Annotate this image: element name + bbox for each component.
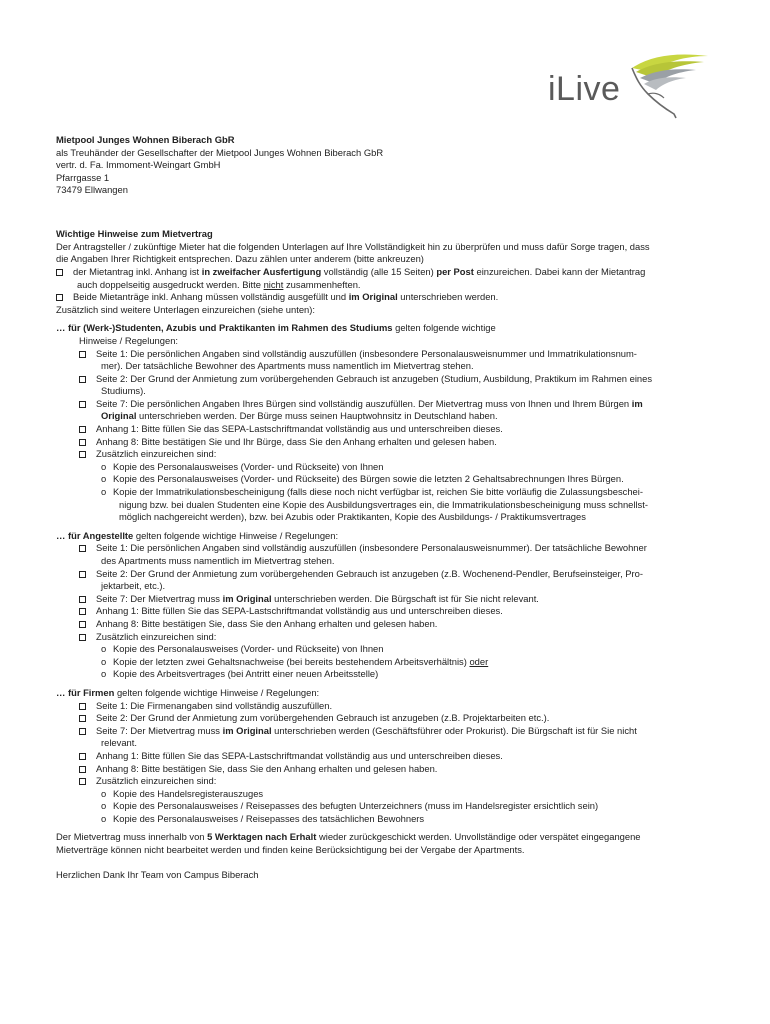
letter-body: [56, 134, 716, 882]
bird-logo-icon: [630, 48, 710, 124]
companies-heading: … für Firmen gelten folgende wichtige Hinweise / Regelungen:: [56, 686, 320, 698]
students-heading: … für (Werk-)Studenten, Azubis und Praktikanten im Rahmen des Studiums gelten folgende wichtige: [56, 322, 496, 334]
list-item: o Kopie der Immatrikulationsbescheinigung (falls diese noch nicht verfügbar ist, reichen Sie bitte vorläufig die Zulassungsbeschei-: [101, 486, 643, 498]
checkbox-item-cont: mer). Der tatsächliche Bewohner des Apartments muss namentlich im Mietvertrag stehen.: [101, 360, 474, 372]
checkbox[interactable]: [79, 545, 86, 552]
checkbox[interactable]: [79, 715, 86, 722]
checkbox[interactable]: [79, 439, 86, 446]
checkbox[interactable]: [79, 728, 86, 735]
ilive-logo: [548, 48, 708, 128]
intro-text: die Angaben Ihrer Richtigkeit entsprechen. Dazu zählen unter anderem (bitte ankreuzen): [56, 253, 424, 265]
checkbox-item: Anhang 8: Bitte bestätigen Sie, dass Sie den Anhang erhalten und gelesen haben.: [56, 618, 716, 631]
checkbox[interactable]: [79, 608, 86, 615]
checkbox-item: Zusätzlich einzureichen sind:: [56, 775, 716, 788]
list-item: o Kopie der letzten zwei Gehaltsnachweise (bei bereits bestehendem Arbeitsverhältnis) oder: [101, 655, 489, 667]
checkbox-item-cont: Studiums).: [101, 385, 146, 397]
checkbox-item-cont: relevant.: [101, 737, 137, 749]
list-item: o Kopie des Personalausweises (Vorder- und Rückseite) von Ihnen: [101, 643, 384, 655]
checkbox-item: der Mietantrag inkl. Anhang ist in zweifacher Ausfertigung vollständig (alle 15 Seiten) per Post einzureichen. Dabei kann der Mietantrag: [56, 266, 716, 279]
checkbox-item: Anhang 8: Bitte bestätigen Sie und Ihr Bürge, dass Sie den Anhang erhalten und gelesen haben.: [56, 436, 716, 449]
checkbox-item: Anhang 1: Bitte füllen Sie das SEPA-Lastschriftmandat vollständig aus und unterschreiben dieses.: [56, 750, 716, 763]
section-title: Wichtige Hinweise zum Mietvertrag: [56, 228, 213, 240]
recipient-line2: vertr. d. Fa. Immoment-Weingart GmbH: [56, 159, 221, 171]
checkbox-item-cont: auch doppelseitig ausgedruckt werden. Bitte nicht zusammenheften.: [77, 278, 361, 290]
students-subheading: Hinweise / Regelungen:: [79, 334, 179, 346]
list-item: o Kopie des Personalausweises (Vorder- und Rückseite) des Bürgen sowie die letzten 2 Gehaltsabrechnungen Ihres Bürgen.: [101, 473, 624, 485]
checkbox[interactable]: [79, 778, 86, 785]
recipient-street: Pfarrgasse 1: [56, 171, 110, 183]
recipient-city: 73479 Ellwangen: [56, 184, 128, 196]
recipient-name: Mietpool Junges Wohnen Biberach GbR: [56, 134, 235, 145]
logo-text: iLive: [548, 70, 621, 108]
checkbox-item: Seite 1: Die Firmenangaben sind vollständig auszufüllen.: [56, 700, 716, 713]
closing-thanks: Herzlichen Dank Ihr Team von Campus Biberach: [56, 869, 259, 881]
recipient-line1: als Treuhänder der Gesellschafter der Mietpool Junges Wohnen Biberach GbR: [56, 146, 384, 158]
checkbox[interactable]: [79, 766, 86, 773]
list-item: o Kopie des Arbeitsvertrages (bei Antritt einer neuen Arbeitsstelle): [101, 668, 379, 680]
checkbox[interactable]: [79, 634, 86, 641]
checkbox-item: Seite 7: Der Mietvertrag muss im Original unterschrieben werden. Die Bürgschaft ist für Sie nicht relevant.: [56, 593, 716, 606]
list-item: o Kopie des Personalausweises / Reisepasses des tatsächlichen Bewohners: [101, 812, 425, 824]
list-item-cont: nigung bzw. bei dualen Studenten eine Kopie des Ausbildungsvertrages ein, die Immatrikulationsbescheinigung muss schnellst-: [119, 498, 648, 510]
list-item-cont: möglich nachgereicht werden), bzw. bei Azubis oder Praktikanten, Kopie des Ausbildungs- / Praktikumsvertrages: [119, 511, 586, 523]
list-item: o Kopie des Personalausweises / Reisepasses des befugten Unterzeichners (muss im Handelsregister ersichtlich sein): [101, 800, 599, 812]
checkbox[interactable]: [79, 753, 86, 760]
checkbox-item: Anhang 1: Bitte füllen Sie das SEPA-Lastschriftmandat vollständig aus und unterschreiben dieses.: [56, 423, 716, 436]
checkbox-item: Seite 2: Der Grund der Anmietung zum vorübergehenden Gebrauch ist anzugeben (z.B. Projektarbeiten etc.).: [56, 712, 716, 725]
checkbox-item: Beide Mietanträge inkl. Anhang müssen vollständig ausgefüllt und im Original unterschrieben werden.: [56, 291, 716, 304]
checkbox[interactable]: [56, 294, 63, 301]
checkbox[interactable]: [56, 269, 63, 276]
checkbox-item: Seite 2: Der Grund der Anmietung zum vorübergehenden Gebrauch ist anzugeben (Studium, Ausbildung, Praktikum im Rahmen eines: [56, 373, 716, 386]
checkbox[interactable]: [79, 351, 86, 358]
checkbox-item: Seite 1: Die persönlichen Angaben sind vollständig auszufüllen (insbesondere Personalausweisnummer und Immatrikulationsnum-: [56, 348, 716, 361]
checkbox[interactable]: [79, 596, 86, 603]
checkbox-item: Zusätzlich einzureichen sind:: [56, 448, 716, 461]
closing-text: Der Mietvertrag muss innerhalb von 5 Werktagen nach Erhalt wieder zurückgeschickt werden. Unvollständige oder verspätet eingegangene: [56, 831, 641, 843]
checkbox-item: Zusätzlich einzureichen sind:: [56, 631, 716, 644]
list-item: o Kopie des Personalausweises (Vorder- und Rückseite) von Ihnen: [101, 460, 384, 472]
list-item: o Kopie des Handelsregisterauszuges: [101, 787, 264, 799]
checkbox-item-cont: jektarbeit, etc.).: [101, 580, 166, 592]
checkbox-item: Seite 1: Die persönlichen Angaben sind vollständig auszufüllen (insbesondere Personalausweisnummer). Der tatsächliche Bewohner: [56, 542, 716, 555]
checkbox[interactable]: [79, 401, 86, 408]
checkbox[interactable]: [79, 621, 86, 628]
checkbox-item-cont: Original unterschrieben werden. Der Bürge muss seinen Hauptwohnsitz in Deutschland haben.: [101, 410, 498, 422]
checkbox-item: Anhang 1: Bitte füllen Sie das SEPA-Lastschriftmandat vollständig aus und unterschreiben dieses.: [56, 605, 716, 618]
checkbox[interactable]: [79, 376, 86, 383]
closing-text: Mietverträge können nicht bearbeitet werden und finden keine Berücksichtigung bei der Vergabe der Apartments.: [56, 844, 525, 856]
checkbox-item: Seite 7: Die persönlichen Angaben Ihres Bürgen sind vollständig auszufüllen. Der Mietvertrag muss von Ihnen und Ihrem Bürgen im: [56, 398, 716, 411]
checkbox-item: Seite 7: Der Mietvertrag muss im Original unterschrieben werden (Geschäftsführer oder Prokurist). Die Bürgschaft ist für Sie nicht: [56, 725, 716, 738]
checkbox[interactable]: [79, 426, 86, 433]
checkbox[interactable]: [79, 703, 86, 710]
checkbox-item-cont: des Apartments muss namentlich im Mietvertrag stehen.: [101, 555, 335, 566]
intro-text: Zusätzlich sind weitere Unterlagen einzureichen (siehe unten):: [56, 303, 315, 315]
checkbox-item: Anhang 8: Bitte bestätigen Sie, dass Sie den Anhang erhalten und gelesen haben.: [56, 763, 716, 776]
checkbox[interactable]: [79, 571, 86, 578]
employees-heading: … für Angestellte gelten folgende wichtige Hinweise / Regelungen:: [56, 529, 339, 541]
checkbox[interactable]: [79, 451, 86, 458]
checkbox-item: Seite 2: Der Grund der Anmietung zum vorübergehenden Gebrauch ist anzugeben (z.B. Wochenend-Pendler, Berufseinsteiger, Pro-: [56, 568, 716, 581]
intro-text: Der Antragsteller / zukünftige Mieter hat die folgenden Unterlagen auf Ihre Vollständigkeit hin zu überprüfen und muss dafür Sorge tragen, dass: [56, 240, 650, 252]
